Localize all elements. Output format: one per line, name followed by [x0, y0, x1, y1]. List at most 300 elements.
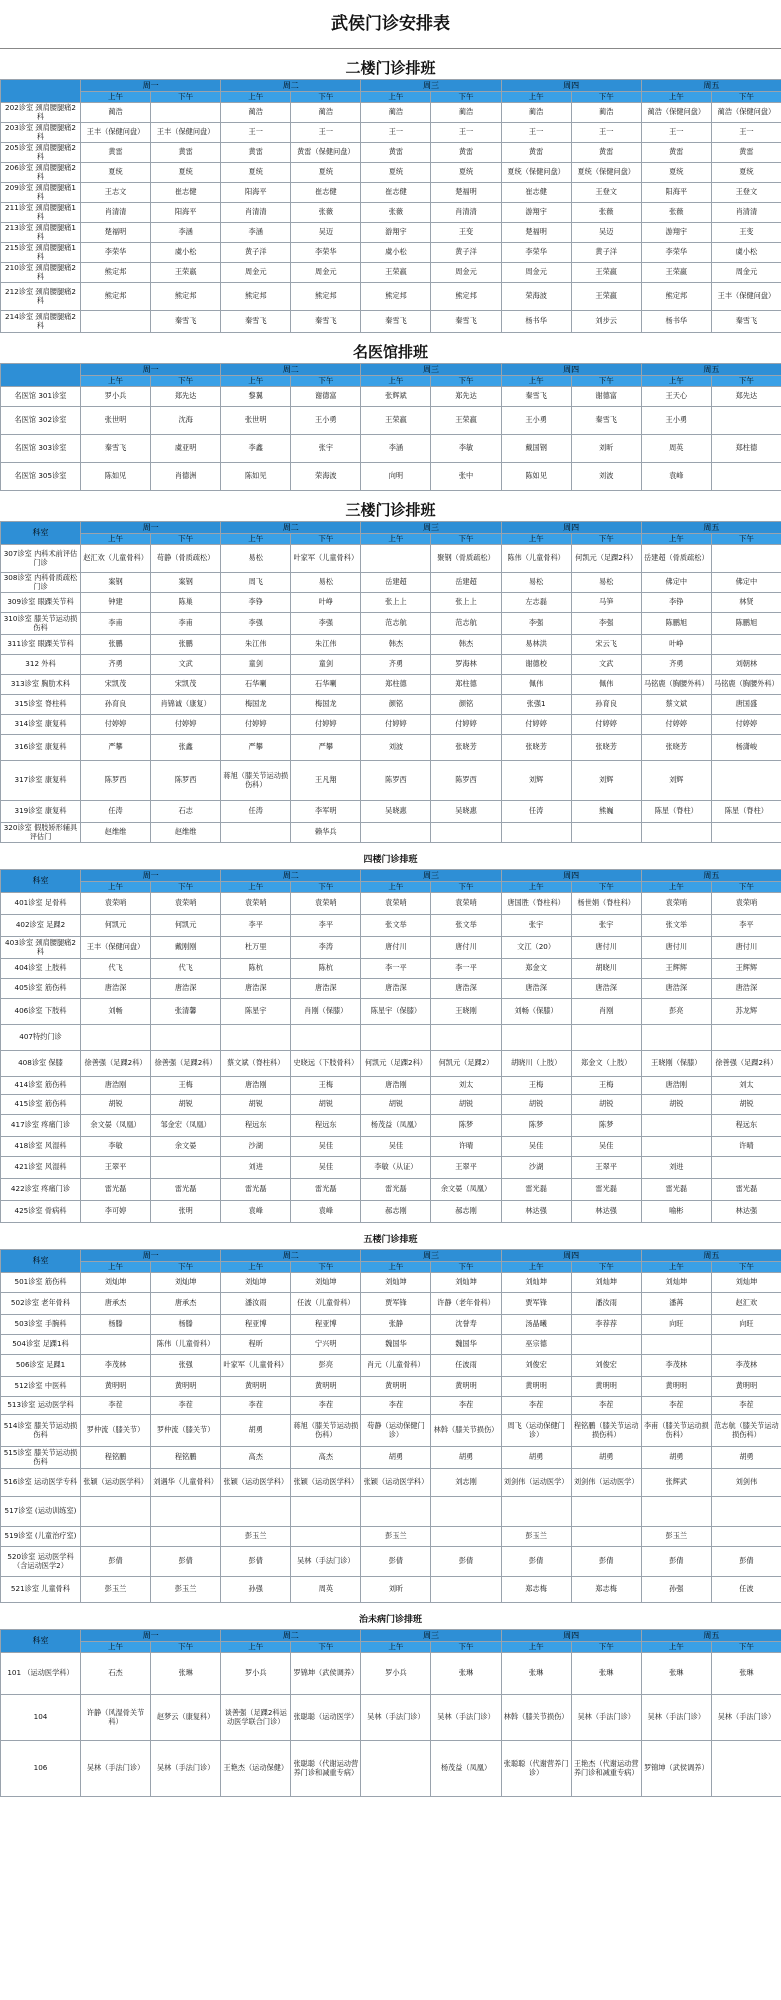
doctor-cell: 张鹏 — [81, 635, 151, 655]
doctor-cell: 吴林（手法门诊） — [361, 1695, 431, 1741]
doctor-cell — [291, 1527, 361, 1547]
day-header: 周一 — [81, 1630, 221, 1642]
doctor-cell: 肖清清 — [221, 203, 291, 223]
doctor-cell: 张上上 — [431, 593, 501, 613]
doctor-cell: 夏统（保健问盘） — [571, 163, 641, 183]
doctor-cell: 刘灿坤 — [501, 1273, 571, 1293]
pm-header: 下午 — [291, 882, 361, 893]
doctor-cell: 文武 — [151, 655, 221, 675]
doctor-cell: 汤晶曦 — [501, 1315, 571, 1335]
doctor-cell: 石华喇 — [221, 675, 291, 695]
doctor-cell: 赵汇欢（儿童骨科） — [81, 545, 151, 573]
schedule-table — [0, 1249, 781, 1603]
doctor-cell — [571, 1335, 641, 1355]
doctor-cell: 雷光磊 — [291, 1179, 361, 1201]
room-cell: 516诊室 运动医学专科 — [1, 1469, 81, 1497]
doctor-cell: 王丰（保健问盘） — [151, 123, 221, 143]
doctor-cell: 雷光磊 — [571, 1179, 641, 1201]
doctor-cell: 李茬 — [81, 1397, 151, 1415]
room-header — [1, 80, 81, 103]
doctor-cell: 秦雪飞 — [571, 407, 641, 435]
doctor-cell: 胡锐 — [361, 1095, 431, 1115]
doctor-cell: 王一 — [431, 123, 501, 143]
doctor-cell — [81, 1335, 151, 1355]
table-row — [1, 979, 781, 999]
doctor-cell: 袁峰 — [291, 1201, 361, 1223]
doctor-cell — [641, 1025, 711, 1051]
section-gap — [0, 333, 781, 341]
day-header: 周五 — [641, 522, 781, 534]
table-row — [1, 1051, 781, 1077]
pm-header: 下午 — [711, 1642, 781, 1653]
doctor-cell: 李军明 — [291, 801, 361, 823]
room-cell: 106 — [1, 1741, 81, 1797]
schedule-table — [0, 79, 781, 333]
doctor-cell: 苟静（运动保健门诊） — [361, 1415, 431, 1447]
doctor-cell: 张薇 — [641, 203, 711, 223]
doctor-cell: 付婷婷 — [711, 715, 781, 735]
doctor-cell: 张强 — [151, 1355, 221, 1377]
doctor-cell: 齐勇 — [81, 655, 151, 675]
doctor-cell: 唐国胜（脊柱科） — [501, 893, 571, 915]
day-header: 周三 — [361, 1250, 501, 1262]
am-header: 上午 — [221, 376, 291, 387]
doctor-cell: 朱江伟 — [291, 635, 361, 655]
room-cell: 313诊室 胸肋术科 — [1, 675, 81, 695]
table-row — [1, 1115, 781, 1137]
doctor-cell: 李荣华 — [291, 243, 361, 263]
day-header: 周二 — [221, 364, 361, 376]
day-header: 周五 — [641, 364, 781, 376]
doctor-cell: 程铭鹏 — [81, 1447, 151, 1469]
doctor-cell: 张聪聪（代谢运动营养门诊和减重专病） — [291, 1741, 361, 1797]
doctor-cell: 陈如见 — [221, 463, 291, 491]
doctor-cell: 熊定邦 — [221, 283, 291, 311]
doctor-cell: 王一 — [221, 123, 291, 143]
doctor-cell: 罗小兵 — [361, 1653, 431, 1695]
doctor-cell: 崔志健 — [361, 183, 431, 203]
day-header: 周三 — [361, 870, 501, 882]
doctor-cell: 蔺浩 — [501, 103, 571, 123]
doctor-cell: 彭玉兰 — [641, 1527, 711, 1547]
doctor-cell: 黄雷（保健问盘） — [291, 143, 361, 163]
doctor-cell: 胡锐 — [501, 1095, 571, 1115]
table-row — [1, 183, 781, 203]
doctor-cell: 郑先达 — [431, 387, 501, 407]
doctor-cell: 彭玉兰 — [81, 1577, 151, 1603]
room-header — [1, 364, 81, 387]
doctor-cell: 齐勇 — [641, 655, 711, 675]
doctor-cell: 徐善强（足踝2科） — [151, 1051, 221, 1077]
doctor-cell: 周金元 — [431, 263, 501, 283]
table-row — [1, 387, 781, 407]
doctor-cell — [641, 1115, 711, 1137]
doctor-cell: 吴迈 — [291, 223, 361, 243]
doctor-cell: 熊定邦 — [431, 283, 501, 311]
pm-header: 下午 — [431, 534, 501, 545]
doctor-cell: 案钢 — [81, 573, 151, 593]
day-header: 周四 — [501, 522, 641, 534]
am-header: 上午 — [361, 1642, 431, 1653]
pm-header: 下午 — [571, 376, 641, 387]
doctor-cell: 刘志刚 — [431, 1469, 501, 1497]
table-row — [1, 635, 781, 655]
pm-header: 下午 — [151, 376, 221, 387]
doctor-cell: 王丰（保健问盘） — [81, 937, 151, 959]
doctor-cell: 刘遇华（儿童骨科） — [151, 1469, 221, 1497]
doctor-cell: 陈杭 — [291, 959, 361, 979]
doctor-cell — [711, 545, 781, 573]
doctor-cell — [711, 463, 781, 491]
table-row — [1, 1497, 781, 1527]
doctor-cell: 王丰（保健问盘） — [711, 283, 781, 311]
doctor-cell: 周金元 — [711, 263, 781, 283]
doctor-cell: 陈巢 — [151, 593, 221, 613]
doctor-cell: 韩杰 — [361, 635, 431, 655]
table-row — [1, 675, 781, 695]
doctor-cell: 周金元 — [291, 263, 361, 283]
doctor-cell: 刘进 — [641, 1157, 711, 1179]
doctor-cell — [431, 823, 501, 843]
doctor-cell: 王荣嬴 — [151, 263, 221, 283]
doctor-cell: 沙湖 — [221, 1137, 291, 1157]
doctor-cell: 王变 — [431, 223, 501, 243]
doctor-cell — [501, 823, 571, 843]
table-row — [1, 915, 781, 937]
doctor-cell: 楚福明 — [431, 183, 501, 203]
doctor-cell — [711, 1157, 781, 1179]
room-cell: 501诊室 筋伤科 — [1, 1273, 81, 1293]
doctor-cell: 秦雪飞 — [431, 311, 501, 333]
am-header: 上午 — [221, 882, 291, 893]
doctor-cell: 陈鹏旭 — [641, 613, 711, 635]
doctor-cell: 彭倩 — [81, 1547, 151, 1577]
doctor-cell: 杨茂益（凤凰） — [361, 1115, 431, 1137]
doctor-cell: 肖刚 — [571, 999, 641, 1025]
table-row — [1, 545, 781, 573]
doctor-cell: 荣海波 — [291, 463, 361, 491]
doctor-cell: 雷光磊 — [221, 1179, 291, 1201]
table-row — [1, 1377, 781, 1397]
doctor-cell: 张文举 — [361, 915, 431, 937]
doctor-cell: 李强 — [571, 613, 641, 635]
doctor-cell: 杨滕 — [151, 1315, 221, 1335]
doctor-cell: 胡晓川（上肢） — [501, 1051, 571, 1077]
doctor-cell: 袁荣哨 — [431, 893, 501, 915]
room-header: 科室 — [1, 870, 81, 893]
doctor-cell: 袁荣哨 — [81, 893, 151, 915]
doctor-cell: 彭玉兰 — [151, 1577, 221, 1603]
am-header: 上午 — [501, 92, 571, 103]
room-cell: 202诊室 颈肩腰腿痛2科 — [1, 103, 81, 123]
doctor-cell: 黄雷 — [641, 143, 711, 163]
doctor-cell: 唐浩深 — [361, 979, 431, 999]
table-row — [1, 695, 781, 715]
doctor-cell: 孙强 — [641, 1577, 711, 1603]
doctor-cell: 王翠平 — [81, 1157, 151, 1179]
doctor-cell: 李茂林 — [641, 1355, 711, 1377]
doctor-cell: 徐善强（足踝2科） — [711, 1051, 781, 1077]
doctor-cell: 蔺浩 — [571, 103, 641, 123]
doctor-cell: 易松 — [571, 573, 641, 593]
doctor-cell: 李敏 — [81, 1137, 151, 1157]
doctor-cell: 程铭鹏（膝关节运动损伤科） — [571, 1415, 641, 1447]
section-title: 名医馆排班 — [352, 343, 428, 361]
doctor-cell: 谈善强（足踝2科运动医学联合门诊） — [221, 1695, 291, 1741]
doctor-cell: 刘剑伟（运动医学） — [501, 1469, 571, 1497]
day-header: 周一 — [81, 364, 221, 376]
doctor-cell: 张琳 — [501, 1653, 571, 1695]
doctor-cell: 魏国华 — [431, 1335, 501, 1355]
table-row — [1, 103, 781, 123]
doctor-cell — [431, 1527, 501, 1547]
doctor-cell: 刘太 — [711, 1077, 781, 1095]
doctor-cell — [711, 1527, 781, 1547]
doctor-cell: 吴林（手法门诊） — [291, 1547, 361, 1577]
table-row — [1, 1397, 781, 1415]
doctor-cell: 范志航（膝关节运动损伤科） — [711, 1415, 781, 1447]
doctor-cell: 颜铭 — [431, 695, 501, 715]
table-row — [1, 1577, 781, 1603]
doctor-cell: 周英 — [641, 435, 711, 463]
doctor-cell: 何凯元 — [81, 915, 151, 937]
doctor-cell: 罗小兵 — [81, 387, 151, 407]
doctor-cell: 张聪聪（运动医学） — [291, 1695, 361, 1741]
doctor-cell: 李茬 — [291, 1397, 361, 1415]
room-cell: 417诊室 疼痛门诊 — [1, 1115, 81, 1137]
doctor-cell: 钟建 — [81, 593, 151, 613]
doctor-cell: 李荐荐 — [571, 1315, 641, 1335]
room-cell: 213诊室 颈肩腰腿痛1科 — [1, 223, 81, 243]
doctor-cell: 付婷婷 — [291, 715, 361, 735]
room-cell: 315诊室 脊柱科 — [1, 695, 81, 715]
doctor-cell — [711, 1741, 781, 1797]
doctor-cell: 王梅 — [151, 1077, 221, 1095]
table-row — [1, 407, 781, 435]
doctor-cell: 王凡翔 — [291, 761, 361, 801]
doctor-cell: 张强1 — [501, 695, 571, 715]
doctor-cell: 蒋旭（膝关节运动损伤科） — [291, 1415, 361, 1447]
doctor-cell — [431, 1497, 501, 1527]
table-row — [1, 243, 781, 263]
doctor-cell: 左志磊 — [501, 593, 571, 613]
doctor-cell: 文武 — [571, 655, 641, 675]
doctor-cell: 吴晓惠 — [361, 801, 431, 823]
pm-header: 下午 — [291, 534, 361, 545]
doctor-cell: 何凯元（足踝2科） — [571, 545, 641, 573]
doctor-cell: 李一平 — [431, 959, 501, 979]
schedule-table — [0, 363, 781, 491]
am-header: 上午 — [361, 1262, 431, 1273]
doctor-cell: 苟静（骨质疏松） — [151, 545, 221, 573]
doctor-cell: 叶峥 — [641, 635, 711, 655]
doctor-cell: 黄雷 — [221, 143, 291, 163]
pm-header: 下午 — [151, 882, 221, 893]
doctor-cell: 王梅 — [571, 1077, 641, 1095]
doctor-cell: 王荣嬴 — [431, 407, 501, 435]
doctor-cell: 朱江伟 — [221, 635, 291, 655]
day-header: 周三 — [361, 1630, 501, 1642]
doctor-cell: 黄雷 — [571, 143, 641, 163]
doctor-cell: 刘灿坤 — [81, 1273, 151, 1293]
doctor-cell: 张静 — [361, 1315, 431, 1335]
doctor-cell — [571, 823, 641, 843]
doctor-cell: 蒋旭（膝关节运动损伤科） — [221, 761, 291, 801]
section-gap — [0, 1223, 781, 1231]
doctor-cell: 胡锐 — [151, 1095, 221, 1115]
doctor-cell: 吴佳 — [361, 1137, 431, 1157]
doctor-cell: 虞小松 — [151, 243, 221, 263]
doctor-cell: 王一 — [711, 123, 781, 143]
table-row — [1, 1095, 781, 1115]
doctor-cell: 余文晏（凤凰） — [81, 1115, 151, 1137]
doctor-cell: 袁荣哨 — [151, 893, 221, 915]
doctor-cell: 肖锦诚（康复） — [151, 695, 221, 715]
room-cell: 104 — [1, 1695, 81, 1741]
doctor-cell: 李荣华 — [501, 243, 571, 263]
table-row — [1, 959, 781, 979]
doctor-cell: 张宇 — [291, 435, 361, 463]
table-row — [1, 1355, 781, 1377]
doctor-cell — [81, 1497, 151, 1527]
doctor-cell: 唐浩深 — [431, 979, 501, 999]
doctor-cell: 秦雪飞 — [361, 311, 431, 333]
doctor-cell: 戴国钢 — [501, 435, 571, 463]
room-cell: 215诊室 颈肩腰腿痛1科 — [1, 243, 81, 263]
doctor-cell: 吴迈 — [571, 223, 641, 243]
room-cell: 425诊室 骨病科 — [1, 1201, 81, 1223]
doctor-cell: 陈星宇（保膝） — [361, 999, 431, 1025]
doctor-cell: 刘太 — [431, 1077, 501, 1095]
doctor-cell: 熊定邦 — [361, 283, 431, 311]
doctor-cell: 李平 — [221, 915, 291, 937]
doctor-cell: 童剑 — [291, 655, 361, 675]
doctor-cell: 马铭鹿（胸腰外科） — [711, 675, 781, 695]
room-cell: 515诊室 膝关节运动损伤科 — [1, 1447, 81, 1469]
doctor-cell: 黄明明 — [501, 1377, 571, 1397]
doctor-cell: 彭倩 — [221, 1547, 291, 1577]
am-header: 上午 — [361, 882, 431, 893]
doctor-cell: 唐付川 — [711, 937, 781, 959]
doctor-cell: 唐浩深 — [221, 979, 291, 999]
doctor-cell: 蔺浩 — [81, 103, 151, 123]
am-header: 上午 — [221, 1642, 291, 1653]
doctor-cell: 吴林（手法门诊） — [571, 1695, 641, 1741]
doctor-cell — [151, 1527, 221, 1547]
doctor-cell: 向旺 — [711, 1315, 781, 1335]
doctor-cell: 王一 — [641, 123, 711, 143]
day-header: 周四 — [501, 80, 641, 92]
doctor-cell: 付婷婷 — [571, 715, 641, 735]
room-header: 科室 — [1, 1250, 81, 1273]
room-cell: 407特约门诊 — [1, 1025, 81, 1051]
doctor-cell: 谢德富 — [291, 387, 361, 407]
doctor-cell: 李铮 — [221, 593, 291, 613]
table-row — [1, 1077, 781, 1095]
doctor-cell: 唐付川 — [641, 937, 711, 959]
doctor-cell: 王变 — [711, 223, 781, 243]
pm-header: 下午 — [431, 376, 501, 387]
doctor-cell — [361, 1497, 431, 1527]
doctor-cell: 刘畅 — [81, 999, 151, 1025]
table-row — [1, 715, 781, 735]
doctor-cell: 黄明明 — [221, 1377, 291, 1397]
doctor-cell: 吴晓惠 — [431, 801, 501, 823]
doctor-cell: 彭倩 — [571, 1547, 641, 1577]
doctor-cell: 沈海 — [151, 407, 221, 435]
day-header: 周二 — [221, 870, 361, 882]
doctor-cell: 吴林（手法门诊） — [151, 1741, 221, 1797]
doctor-cell: 李茬 — [641, 1397, 711, 1415]
table-row — [1, 1157, 781, 1179]
doctor-cell: 夏统 — [81, 163, 151, 183]
doctor-cell: 秦雪飞 — [291, 311, 361, 333]
doctor-cell: 张薇 — [361, 203, 431, 223]
doctor-cell: 胡勇 — [221, 1415, 291, 1447]
room-header: 科室 — [1, 1630, 81, 1653]
am-header: 上午 — [81, 1642, 151, 1653]
am-header: 上午 — [81, 882, 151, 893]
doctor-cell: 严攀 — [291, 735, 361, 761]
doctor-cell: 林贤 — [711, 593, 781, 613]
doctor-cell: 胡锐 — [431, 1095, 501, 1115]
am-header: 上午 — [361, 534, 431, 545]
doctor-cell: 沙湖 — [501, 1157, 571, 1179]
doctor-cell — [571, 1025, 641, 1051]
doctor-cell: 吴林（手法门诊） — [711, 1695, 781, 1741]
schedule-table — [0, 521, 781, 843]
doctor-cell: 雷光磊 — [81, 1179, 151, 1201]
doctor-cell: 李甫（膝关节运动损伤科） — [641, 1415, 711, 1447]
doctor-cell: 李茬 — [571, 1397, 641, 1415]
doctor-cell: 宋凯茂 — [81, 675, 151, 695]
pm-header: 下午 — [431, 1642, 501, 1653]
doctor-cell: 张颖（运动医学科） — [291, 1469, 361, 1497]
pm-header: 下午 — [711, 1262, 781, 1273]
doctor-cell: 唐浩深 — [641, 979, 711, 999]
table-row — [1, 593, 781, 613]
doctor-cell: 付婷婷 — [151, 715, 221, 735]
doctor-cell: 易林洪 — [501, 635, 571, 655]
day-header: 周一 — [81, 870, 221, 882]
am-header: 上午 — [641, 1642, 711, 1653]
doctor-cell: 袁荣哨 — [221, 893, 291, 915]
doctor-cell: 黄明明 — [361, 1377, 431, 1397]
room-cell: 308诊室 内科骨质疏松门诊 — [1, 573, 81, 593]
doctor-cell: 付婷婷 — [221, 715, 291, 735]
room-cell: 206诊室 颈肩腰腿痛2科 — [1, 163, 81, 183]
room-cell: 316诊室 康复科 — [1, 735, 81, 761]
room-cell: 406诊室 下肢科 — [1, 999, 81, 1025]
am-header: 上午 — [81, 92, 151, 103]
doctor-cell: 夏统 — [151, 163, 221, 183]
doctor-cell — [81, 311, 151, 333]
doctor-cell: 赵维维 — [151, 823, 221, 843]
doctor-cell: 严攀 — [221, 735, 291, 761]
doctor-cell: 黄明明 — [291, 1377, 361, 1397]
doctor-cell: 蔺浩 — [431, 103, 501, 123]
doctor-cell: 楚福明 — [81, 223, 151, 243]
doctor-cell: 黄雷 — [81, 143, 151, 163]
doctor-cell: 易松 — [501, 573, 571, 593]
doctor-cell: 胡勇 — [361, 1447, 431, 1469]
doctor-cell: 王荣嬴 — [641, 263, 711, 283]
section-gap — [0, 49, 781, 57]
room-cell: 205诊室 颈肩腰腿痛2科 — [1, 143, 81, 163]
doctor-cell: 彭倩 — [151, 1547, 221, 1577]
room-cell: 203诊室 颈肩腰腿痛2科 — [1, 123, 81, 143]
room-cell: 名医馆 301诊室 — [1, 387, 81, 407]
